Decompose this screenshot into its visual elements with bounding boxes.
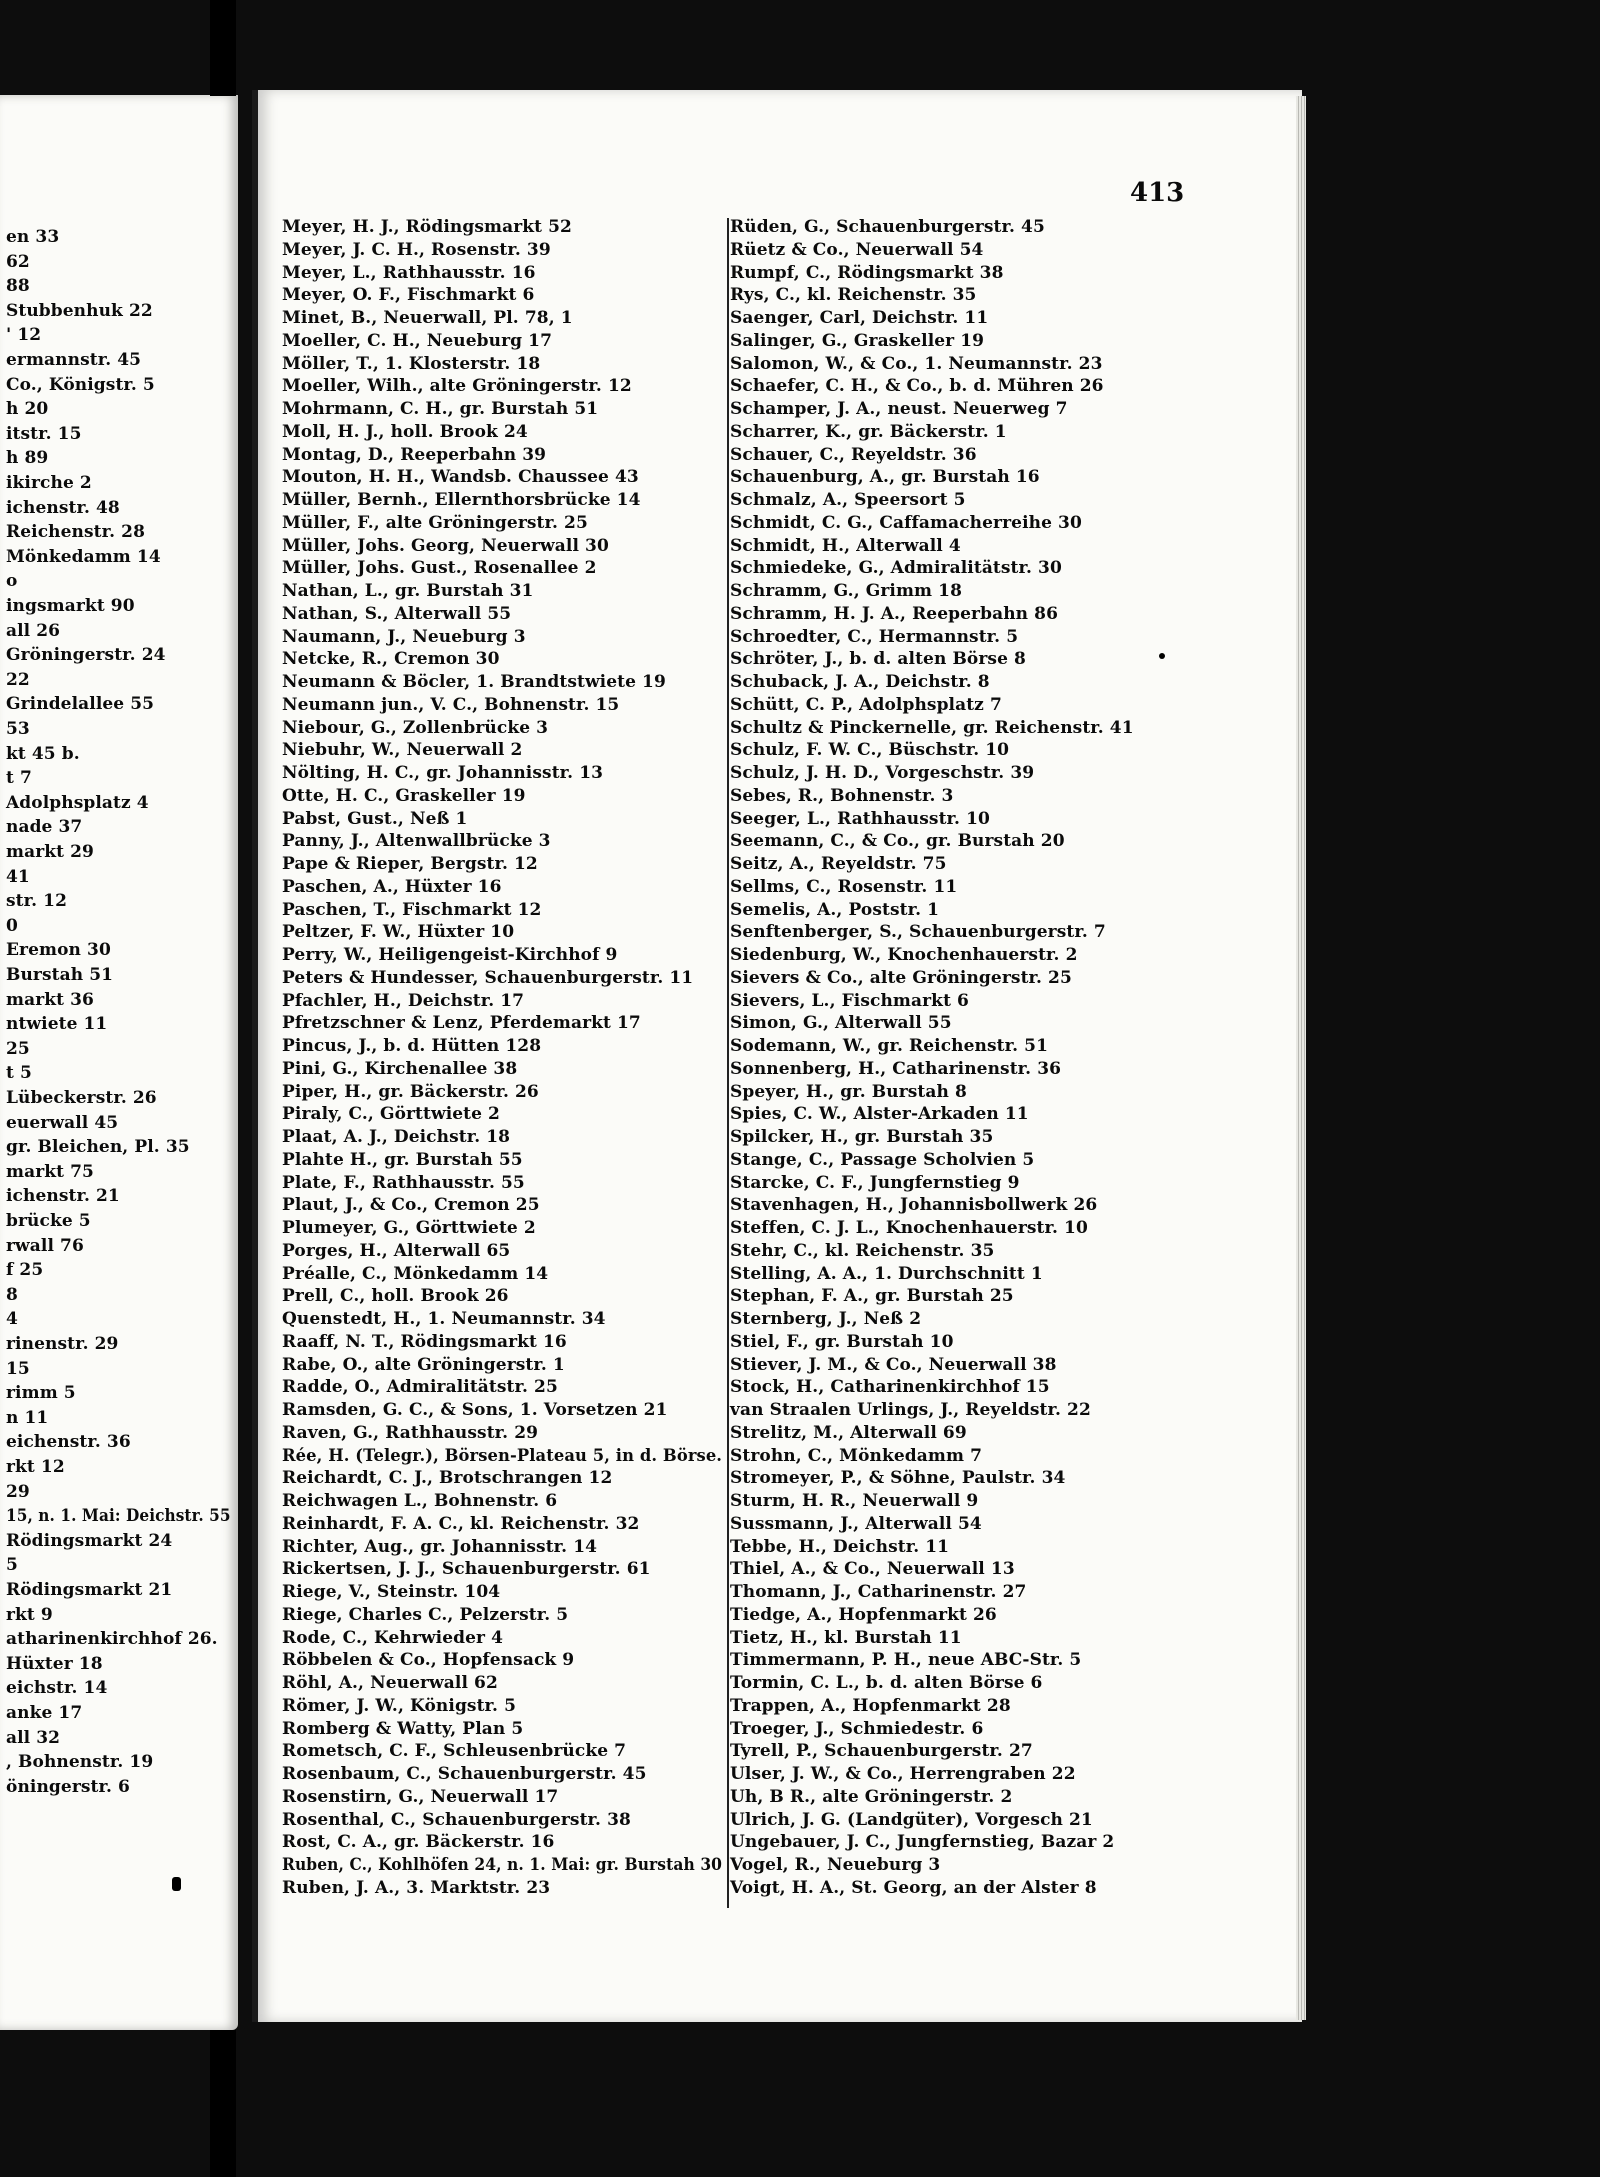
directory-entry: Schütt, C. P., Adolphsplatz 7 xyxy=(730,694,1002,715)
directory-entry: Lübeckerstr. 26 xyxy=(6,1088,157,1108)
directory-entry: Rosenbaum, C., Schauenburgerstr. 45 xyxy=(282,1764,647,1784)
directory-entry: Ulser, J. W., & Co., Herrengraben 22 xyxy=(730,1764,1076,1784)
directory-entry: en 33 xyxy=(6,227,60,247)
directory-entry: atharinenkirchhof 26. xyxy=(6,1629,218,1650)
directory-entry: Schramm, H. J. A., Reeperbahn 86 xyxy=(730,603,1058,624)
directory-entry: Riege, V., Steinstr. 104 xyxy=(282,1582,501,1602)
directory-entry: Reichenstr. 28 xyxy=(6,522,146,543)
directory-entry: itstr. 15 xyxy=(6,423,82,444)
directory-entry: ingsmarkt 90 xyxy=(6,596,135,616)
directory-entry: kt 45 b. xyxy=(6,743,80,764)
directory-entry: Timmermann, P. H., neue ABC-Str. 5 xyxy=(730,1650,1082,1671)
directory-entry: Richter, Aug., gr. Johannisstr. 14 xyxy=(282,1536,598,1557)
directory-entry: Niebuhr, W., Neuerwall 2 xyxy=(282,740,523,761)
directory-entry: o xyxy=(6,571,18,592)
directory-entry: Raaff, N. T., Rödingsmarkt 16 xyxy=(282,1331,567,1352)
directory-entry: Schmiedeke, G., Admiralitätstr. 30 xyxy=(730,558,1062,579)
spine-binding-tab-bottom xyxy=(210,2030,236,2177)
directory-entry: t 5 xyxy=(6,1063,32,1084)
directory-entry: Thiel, A., & Co., Neuerwall 13 xyxy=(730,1559,1015,1580)
directory-entry: Thomann, J., Catharinenstr. 27 xyxy=(730,1582,1027,1602)
directory-entry: Rost, C. A., gr. Bäckerstr. 16 xyxy=(282,1832,555,1853)
directory-entry: Ungebauer, J. C., Jungfernstieg, Bazar 2 xyxy=(730,1832,1115,1853)
directory-entry: Riege, Charles C., Pelzerstr. 5 xyxy=(282,1604,569,1625)
directory-entry: Plahte H., gr. Burstah 55 xyxy=(282,1149,523,1170)
directory-entry: Paschen, T., Fischmarkt 12 xyxy=(282,899,542,920)
directory-entry: 8 xyxy=(6,1284,18,1305)
directory-entry: eichenstr. 36 xyxy=(6,1432,131,1453)
directory-entry: van Straalen Urlings, J., Reyeldstr. 22 xyxy=(730,1400,1091,1420)
directory-entry: Plumeyer, G., Görttwiete 2 xyxy=(282,1218,536,1238)
directory-entry: Röbbelen & Co., Hopfensack 9 xyxy=(282,1650,575,1671)
directory-entry: Sodemann, W., gr. Reichenstr. 51 xyxy=(730,1036,1048,1056)
directory-entry: ikirche 2 xyxy=(6,473,92,493)
directory-entry: 4 xyxy=(6,1309,18,1330)
directory-entry: Rödingsmarkt 21 xyxy=(6,1580,173,1600)
directory-entry: Ruben, J. A., 3. Marktstr. 23 xyxy=(282,1877,551,1898)
directory-entry: Schauenburg, A., gr. Burstah 16 xyxy=(730,467,1040,488)
directory-entry: 53 xyxy=(6,719,30,739)
directory-entry: Rosenthal, C., Schauenburgerstr. 38 xyxy=(282,1809,631,1830)
directory-entry: Reichwagen L., Bohnenstr. 6 xyxy=(282,1491,558,1511)
directory-entry: 22 xyxy=(6,669,30,690)
directory-entry: ichenstr. 48 xyxy=(6,497,120,518)
directory-entry: rkt 12 xyxy=(6,1457,65,1477)
directory-entry: Vogel, R., Neueburg 3 xyxy=(730,1855,941,1875)
directory-entry: Stephan, F. A., gr. Burstah 25 xyxy=(730,1286,1014,1307)
directory-entry: Strelitz, M., Alterwall 69 xyxy=(730,1422,967,1443)
directory-entry: Reichardt, C. J., Brotschrangen 12 xyxy=(282,1468,613,1489)
directory-entry: Stromeyer, P., & Söhne, Paulstr. 34 xyxy=(730,1468,1066,1489)
directory-entry: Mohrmann, C. H., gr. Burstah 51 xyxy=(282,399,599,419)
directory-entry: Stavenhagen, H., Johannisbollwerk 26 xyxy=(730,1195,1098,1216)
directory-entry: öningerstr. 6 xyxy=(6,1776,130,1797)
directory-entry: ' 12 xyxy=(6,325,42,346)
directory-entry: Ulrich, J. G. (Landgüter), Vorgesch 21 xyxy=(730,1809,1093,1830)
directory-entry: Sternberg, J., Neß 2 xyxy=(730,1309,922,1329)
directory-entry: Müller, F., alte Gröningerstr. 25 xyxy=(282,512,588,533)
directory-entry: Uh, B R., alte Gröningerstr. 2 xyxy=(730,1786,1013,1807)
directory-entry: Schröter, J., b. d. alten Börse 8 xyxy=(730,649,1026,670)
directory-entry: Stelling, A. A., 1. Durchschnitt 1 xyxy=(730,1263,1043,1284)
directory-entry: anke 17 xyxy=(6,1703,83,1723)
directory-entry: Voigt, H. A., St. Georg, an der Alster 8 xyxy=(730,1877,1097,1898)
directory-entry: ermannstr. 45 xyxy=(6,350,142,370)
directory-entry: euerwall 45 xyxy=(6,1112,119,1133)
directory-entry: Schulz, F. W. C., Büschstr. 10 xyxy=(730,740,1010,761)
directory-entry: Meyer, O. F., Fischmarkt 6 xyxy=(282,285,535,306)
directory-entry: Sievers, L., Fischmarkt 6 xyxy=(730,990,969,1011)
directory-entry: ntwiete 11 xyxy=(6,1014,108,1035)
directory-entry: Tiedge, A., Hopfenmarkt 26 xyxy=(730,1604,997,1625)
directory-entry: Sussmann, J., Alterwall 54 xyxy=(730,1513,982,1534)
directory-entry: Schauer, C., Reyeldstr. 36 xyxy=(730,444,977,465)
directory-entry: Burstah 51 xyxy=(6,965,114,985)
directory-entry: Plate, F., Rathhausstr. 55 xyxy=(282,1172,525,1193)
directory-entry: nade 37 xyxy=(6,817,83,838)
directory-entry: str. 12 xyxy=(6,891,68,912)
directory-entry: rwall 76 xyxy=(6,1235,84,1256)
directory-entry: Paschen, A., Hüxter 16 xyxy=(282,876,502,897)
directory-entry: Prell, C., holl. Brook 26 xyxy=(282,1286,509,1307)
directory-entry: 25 xyxy=(6,1038,30,1059)
directory-entry: Radde, O., Admiralitätstr. 25 xyxy=(282,1377,558,1398)
directory-entry: Troeger, J., Schmiedestr. 6 xyxy=(730,1718,984,1739)
directory-entry: Sturm, H. R., Neuerwall 9 xyxy=(730,1491,979,1511)
directory-entry: Schaefer, C. H., & Co., b. d. Mühren 26 xyxy=(730,376,1104,397)
directory-entry: Stehr, C., kl. Reichenstr. 35 xyxy=(730,1240,995,1261)
directory-entry: Speyer, H., gr. Burstah 8 xyxy=(730,1081,967,1102)
directory-entry: Adolphsplatz 4 xyxy=(6,792,149,813)
directory-entry: Römer, J. W., Königstr. 5 xyxy=(282,1695,517,1716)
directory-entry: Reinhardt, F. A. C., kl. Reichenstr. 32 xyxy=(282,1513,640,1534)
directory-entry: Müller, Johs. Gust., Rosenallee 2 xyxy=(282,558,597,579)
directory-entry: Préalle, C., Mönkedamm 14 xyxy=(282,1263,549,1284)
directory-entry: Stock, H., Catharinenkirchhof 15 xyxy=(730,1377,1050,1398)
directory-entry: Moeller, Wilh., alte Gröningerstr. 12 xyxy=(282,376,632,397)
directory-entry: Neumann jun., V. C., Bohnenstr. 15 xyxy=(282,694,620,715)
directory-entry: all 32 xyxy=(6,1727,61,1748)
directory-entry: Pape & Rieper, Bergstr. 12 xyxy=(282,854,538,874)
directory-entry: Starcke, C. F., Jungfernstieg 9 xyxy=(730,1172,1020,1193)
directory-entry: Peters & Hundesser, Schauenburgerstr. 11 xyxy=(282,967,694,988)
directory-entry: Sellms, C., Rosenstr. 11 xyxy=(730,876,958,897)
directory-entry: Rode, C., Kehrwieder 4 xyxy=(282,1627,504,1648)
directory-entry: Quenstedt, H., 1. Neumannstr. 34 xyxy=(282,1309,606,1329)
directory-entry: 15, n. 1. Mai: Deichstr. 55 xyxy=(6,1506,231,1527)
directory-entry: Niebour, G., Zollenbrücke 3 xyxy=(282,717,549,738)
directory-entry: Schamper, J. A., neust. Neuerweg 7 xyxy=(730,399,1068,419)
directory-entry: Pabst, Gust., Neß 1 xyxy=(282,808,468,829)
directory-entry: Sievers & Co., alte Gröningerstr. 25 xyxy=(730,967,1072,988)
directory-entry: Senftenberger, S., Schauenburgerstr. 7 xyxy=(730,922,1106,943)
directory-entry: Steffen, C. J. L., Knochenhauerstr. 10 xyxy=(730,1218,1088,1238)
directory-entry: Otte, H. C., Graskeller 19 xyxy=(282,785,526,806)
directory-entry: Stiever, J. M., & Co., Neuerwall 38 xyxy=(730,1354,1057,1375)
directory-entry: Rometsch, C. F., Schleusenbrücke 7 xyxy=(282,1741,627,1762)
directory-entry: Naumann, J., Neueburg 3 xyxy=(282,626,526,647)
directory-entry: Moll, H. J., holl. Brook 24 xyxy=(282,421,528,442)
directory-entry: Sebes, R., Bohnenstr. 3 xyxy=(730,785,954,806)
directory-entry: Tebbe, H., Deichstr. 11 xyxy=(730,1536,950,1557)
directory-entry: Pfachler, H., Deichstr. 17 xyxy=(282,990,525,1011)
page-edge xyxy=(1296,96,1306,2020)
directory-entry: Strohn, C., Mönkedamm 7 xyxy=(730,1445,983,1466)
directory-entry: Netcke, R., Cremon 30 xyxy=(282,649,500,670)
directory-entry: Rosenstirn, G., Neuerwall 17 xyxy=(282,1786,559,1807)
directory-entry: Stubbenhuk 22 xyxy=(6,300,153,321)
directory-entry: Sonnenberg, H., Catharinenstr. 36 xyxy=(730,1058,1062,1079)
directory-entry: 29 xyxy=(6,1481,30,1502)
directory-entry: Siedenburg, W., Knochenhauerstr. 2 xyxy=(730,945,1078,965)
directory-entry: Ramsden, G. C., & Sons, 1. Vorsetzen 21 xyxy=(282,1400,668,1420)
directory-entry: Stange, C., Passage Scholvien 5 xyxy=(730,1149,1035,1170)
directory-entry: 62 xyxy=(6,251,30,272)
directory-entry: rinenstr. 29 xyxy=(6,1334,119,1354)
column-divider xyxy=(727,218,729,1908)
directory-entry: Nathan, L., gr. Burstah 31 xyxy=(282,581,534,601)
directory-entry: Mönkedamm 14 xyxy=(6,546,161,567)
directory-entry: Nölting, H. C., gr. Johannisstr. 13 xyxy=(282,763,604,783)
directory-entry: 15 xyxy=(6,1358,30,1379)
directory-entry: Gröningerstr. 24 xyxy=(6,645,166,666)
directory-entry: Müller, Bernh., Ellernthorsbrücke 14 xyxy=(282,490,641,510)
directory-entry: n 11 xyxy=(6,1407,49,1428)
directory-entry: Rabe, O., alte Gröningerstr. 1 xyxy=(282,1354,565,1375)
directory-entry: Schmalz, A., Speersort 5 xyxy=(730,490,966,510)
directory-entry: Tyrell, P., Schauenburgerstr. 27 xyxy=(730,1741,1033,1762)
directory-entry: h 20 xyxy=(6,399,49,420)
directory-entry: Möller, T., 1. Klosterstr. 18 xyxy=(282,353,541,374)
directory-entry: Meyer, H. J., Rödingsmarkt 52 xyxy=(282,217,572,237)
ink-mark xyxy=(1159,653,1165,659)
directory-entry: Schulz, J. H. D., Vorgeschstr. 39 xyxy=(730,763,1035,783)
directory-entry: Tormin, C. L., b. d. alten Börse 6 xyxy=(730,1673,1043,1693)
directory-entry: gr. Bleichen, Pl. 35 xyxy=(6,1137,190,1158)
directory-entry: Schultz & Pinckernelle, gr. Reichenstr. 41 xyxy=(730,717,1134,738)
directory-entry: rkt 9 xyxy=(6,1604,53,1625)
directory-entry: Semelis, A., Poststr. 1 xyxy=(730,899,940,920)
directory-entry: Scharrer, K., gr. Bäckerstr. 1 xyxy=(730,421,1007,442)
spine-binding-tab-top xyxy=(210,0,236,96)
directory-entry: Pincus, J., b. d. Hütten 128 xyxy=(282,1036,542,1056)
directory-entry: Rüetz & Co., Neuerwall 54 xyxy=(730,239,984,260)
directory-entry: Schmidt, H., Alterwall 4 xyxy=(730,535,961,556)
directory-entry: markt 75 xyxy=(6,1161,94,1182)
directory-entry: Perry, W., Heiligengeist-Kirchhof 9 xyxy=(282,945,618,965)
directory-entry: Stiel, F., gr. Burstah 10 xyxy=(730,1331,954,1352)
directory-entry: Trappen, A., Hopfenmarkt 28 xyxy=(730,1695,1011,1716)
directory-entry: t 7 xyxy=(6,768,32,789)
directory-entry: Peltzer, F. W., Hüxter 10 xyxy=(282,922,515,943)
directory-entry: Romberg & Watty, Plan 5 xyxy=(282,1718,524,1739)
directory-entry: 41 xyxy=(6,866,30,887)
directory-entry: Rys, C., kl. Reichenstr. 35 xyxy=(730,285,977,306)
directory-entry: Schuback, J. A., Deichstr. 8 xyxy=(730,672,990,692)
directory-entry: all 26 xyxy=(6,620,61,641)
directory-entry: , Bohnenstr. 19 xyxy=(6,1752,154,1773)
directory-entry: Seemann, C., & Co., gr. Burstah 20 xyxy=(730,831,1065,852)
directory-entry: Pini, G., Kirchenallee 38 xyxy=(282,1058,518,1079)
directory-entry: Schramm, G., Grimm 18 xyxy=(730,581,963,601)
directory-entry: Nathan, S., Alterwall 55 xyxy=(282,603,512,624)
directory-entry: Hüxter 18 xyxy=(6,1653,103,1674)
directory-entry: Plaut, J., & Co., Cremon 25 xyxy=(282,1195,540,1216)
directory-entry: Schroedter, C., Hermannstr. 5 xyxy=(730,626,1019,647)
directory-entry: Rickertsen, J. J., Schauenburgerstr. 61 xyxy=(282,1559,651,1580)
directory-entry: Rödingsmarkt 24 xyxy=(6,1530,173,1551)
directory-entry: Tietz, H., kl. Burstah 11 xyxy=(730,1627,962,1648)
directory-entry: Neumann & Böcler, 1. Brandtstwiete 19 xyxy=(282,672,666,692)
directory-entry: markt 36 xyxy=(6,989,94,1010)
directory-entry: markt 29 xyxy=(6,842,94,862)
directory-entry: 0 xyxy=(6,915,18,936)
directory-entry: Montag, D., Reeperbahn 39 xyxy=(282,444,547,465)
directory-entry: Salinger, G., Graskeller 19 xyxy=(730,330,985,351)
directory-entry: h 89 xyxy=(6,448,49,469)
directory-entry: Porges, H., Alterwall 65 xyxy=(282,1240,511,1261)
directory-entry: Müller, Johs. Georg, Neuerwall 30 xyxy=(282,535,609,556)
directory-entry: Moeller, C. H., Neueburg 17 xyxy=(282,330,553,351)
directory-entry: Seitz, A., Reyeldstr. 75 xyxy=(730,854,947,874)
directory-entry: Spies, C. W., Alster-Arkaden 11 xyxy=(730,1104,1029,1125)
ink-mark xyxy=(172,1877,181,1891)
directory-entry: Salomon, W., & Co., 1. Neumannstr. 23 xyxy=(730,353,1103,374)
directory-entry: Seeger, L., Rathhausstr. 10 xyxy=(730,808,990,829)
directory-entry: Minet, B., Neuerwall, Pl. 78, 1 xyxy=(282,308,573,328)
directory-entry: Mouton, H. H., Wandsb. Chaussee 43 xyxy=(282,467,639,488)
directory-entry: Eremon 30 xyxy=(6,940,111,961)
directory-entry: 5 xyxy=(6,1555,18,1576)
directory-entry: Spilcker, H., gr. Burstah 35 xyxy=(730,1127,994,1147)
directory-entry: Raven, G., Rathhausstr. 29 xyxy=(282,1422,539,1443)
directory-entry: Piper, H., gr. Bäckerstr. 26 xyxy=(282,1081,539,1102)
directory-entry: Plaat, A. J., Deichstr. 18 xyxy=(282,1127,511,1147)
directory-entry: ichenstr. 21 xyxy=(6,1186,120,1207)
directory-entry: eichstr. 14 xyxy=(6,1678,108,1699)
directory-entry: brücke 5 xyxy=(6,1211,91,1231)
directory-entry: Grindelallee 55 xyxy=(6,694,155,715)
directory-entry: Piraly, C., Görttwiete 2 xyxy=(282,1104,500,1125)
directory-entry: 88 xyxy=(6,276,30,297)
directory-entry: Panny, J., Altenwallbrücke 3 xyxy=(282,831,551,852)
directory-entry: Rée, H. (Telegr.), Börsen-Plateau 5, in d. Börse. xyxy=(282,1445,723,1466)
directory-entry: Meyer, L., Rathhausstr. 16 xyxy=(282,262,536,283)
directory-entry: Rumpf, C., Rödingsmarkt 38 xyxy=(730,262,1004,283)
directory-entry: f 25 xyxy=(6,1260,44,1281)
directory-entry: Ruben, C., Kohlhöfen 24, n. 1. Mai: gr. Burstah 30 xyxy=(282,1855,723,1875)
page-number: 413 xyxy=(1130,178,1185,208)
directory-entry: rimm 5 xyxy=(6,1383,76,1404)
directory-entry: Simon, G., Alterwall 55 xyxy=(730,1013,952,1034)
directory-entry: Pfretzschner & Lenz, Pferdemarkt 17 xyxy=(282,1013,641,1034)
directory-entry: Meyer, J. C. H., Rosenstr. 39 xyxy=(282,239,551,260)
directory-entry: Röhl, A., Neuerwall 62 xyxy=(282,1673,498,1693)
directory-entry: Co., Königstr. 5 xyxy=(6,374,155,395)
directory-entry: Schmidt, C. G., Caffamacherreihe 30 xyxy=(730,512,1082,533)
directory-entry: Rüden, G., Schauenburgerstr. 45 xyxy=(730,217,1045,237)
directory-entry: Saenger, Carl, Deichstr. 11 xyxy=(730,308,989,328)
